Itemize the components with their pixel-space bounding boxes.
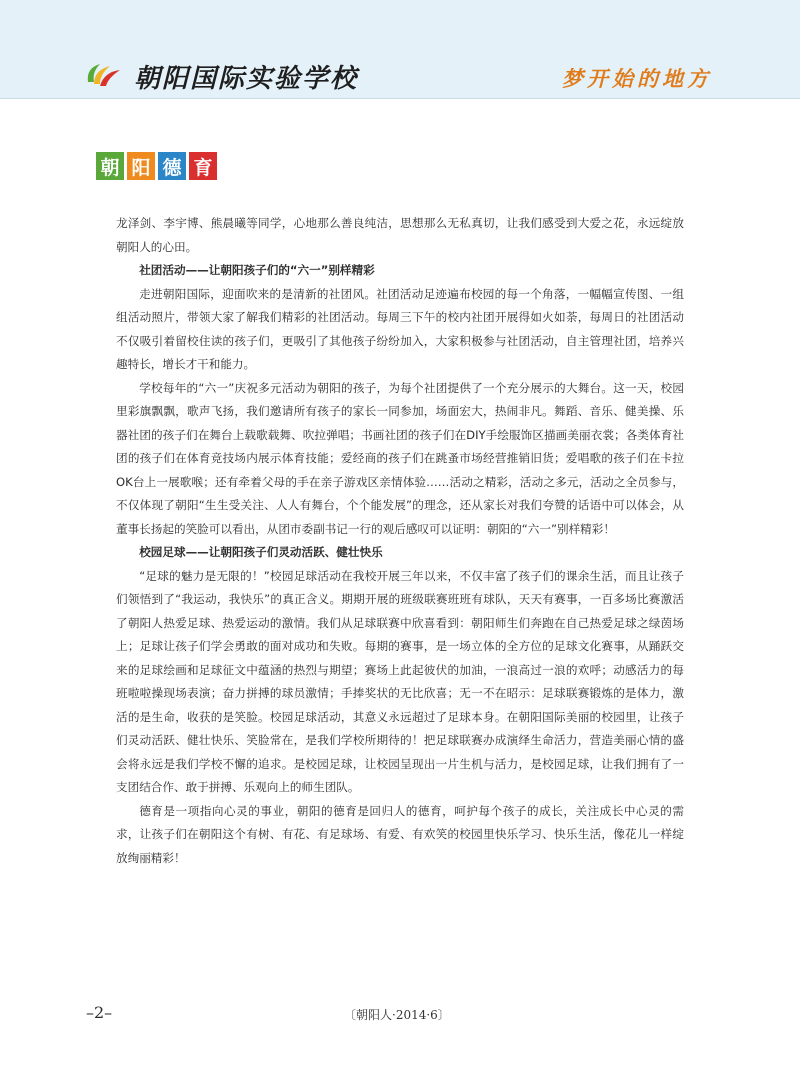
paragraph: 德育是一项指向心灵的事业，朝阳的德育是回归人的德育，呵护每个孩子的成长，关注成长中心灵的需求，让孩子们在朝阳这个有树、有花、有足球场、有爱、有欢笑的校园里快乐学习、快乐生活，像花儿一样绽放绚丽精彩！ (116, 803, 684, 865)
paragraph: 龙泽剑、李宇博、熊晨曦等同学，心地那么善良纯洁，思想那么无私真切，让我们感受到大爱之花，永远绽放朝阳人的心田。 (116, 216, 684, 254)
section-title-char: 阳 (127, 152, 155, 180)
issue-label: 〔朝阳人·2014·6〕 (344, 1008, 450, 1022)
section-title-char: 德 (158, 152, 186, 180)
header-slogan: 梦开始的地方 (562, 66, 712, 91)
section-title-char: 朝 (96, 152, 124, 180)
paragraph: “足球的魅力是无限的！”校园足球活动在我校开展三年以来，不仅丰富了孩子们的课余生活，而且让孩子们领悟到了“我运动，我快乐”的真正含义。期期开展的班级联赛班班有球队，天天有赛事，一百多场比赛激活了朝阳人热爱足球、热爱运动的激情。我们从足球联赛中欣喜看到：朝阳师生们奔跑在自己热爱足球之绿茵场上；足球让孩子们学会勇敢的面对成功和失败。每期的赛事，是一场立体的全方位的足球文化赛事，从踊跃交来的足球绘画和足球征文中蕴涵的热烈与期望；赛场上此起彼伏的加油，一浪高过一浪的欢呼；动感活力的每班啦啦操现场表演；奋力拼搏的球员激情；手捧奖状的无比欣喜；无一不在昭示：足球联赛锻炼的是体力，激活的是生命，收获的是笑脸。校园足球活动，其意义永远超过了足球本身。在朝阳国际美丽的校园里，让孩子们灵动活跃、健壮快乐、笑脸常在，是我们学校所期待的！把足球联赛办成演绎生命活力，营造美丽心情的盛会将永远是我们学校不懈的追求。是校园足球，让校园呈现出一片生机与活力，是校园足球，让我们拥有了一支团结合作、敢于拼搏、乐观向上的师生团队。 (116, 568, 684, 794)
paragraph: 走进朝阳国际，迎面吹来的是清新的社团风。社团活动足迹遍布校园的每一个角落，一幅幅宣传图、一组组活动照片，带领大家了解我们精彩的社团活动。每周三下午的校内社团开展得如火如荼，每周日的社团活动不仅吸引着留校住读的孩子们，更吸引了其他孩子纷纷加入，大家积极参与社团活动，自主管理社团，培养兴趣特长，增长才干和能力。 (116, 286, 684, 371)
paragraph: 学校每年的“六一”庆祝多元活动为朝阳的孩子，为每个社团提供了一个充分展示的大舞台。这一天，校园里彩旗飘飘，歌声飞扬，我们邀请所有孩子的家长一同参加，场面宏大，热闹非凡。舞蹈、音乐、健美操、乐器社团的孩子们在舞台上载歌载舞、吹拉弹唱；书画社团的孩子们在DIY手绘服饰区描画美丽衣裳；各类体育社团的孩子们在体育竞技场内展示体育技能；爱经商的孩子们在跳蚤市场经营推销旧货；爱唱歌的孩子们在卡拉OK台上一展歌喉；还有牵着父母的手在亲子游戏区亲情体验……活动之精彩，活动之多元，活动之全员参与，不仅体现了朝阳“生生受关注、人人有舞台，个个能发展”的理念，还从家长对我们夸赞的话语中可以体会，从董事长扬起的笑脸可以看出，从团市委副书记一行的观后感叹可以证明：朝阳的“六一”别样精彩！ (116, 380, 684, 536)
school-name: 朝阳国际实验学校 (134, 64, 359, 94)
article-body (116, 212, 684, 870)
page-number: –2– (86, 1003, 113, 1022)
header-band (0, 0, 800, 99)
subheading-campus-football: 校园足球——让朝阳孩子们灵动活跃、健壮快乐 (139, 545, 383, 559)
section-title (96, 152, 217, 180)
section-title-char: 育 (189, 152, 217, 180)
school-logo-icon (84, 60, 122, 90)
subheading-club-activities: 社团活动——让朝阳孩子们的“六一”别样精彩 (139, 263, 375, 277)
